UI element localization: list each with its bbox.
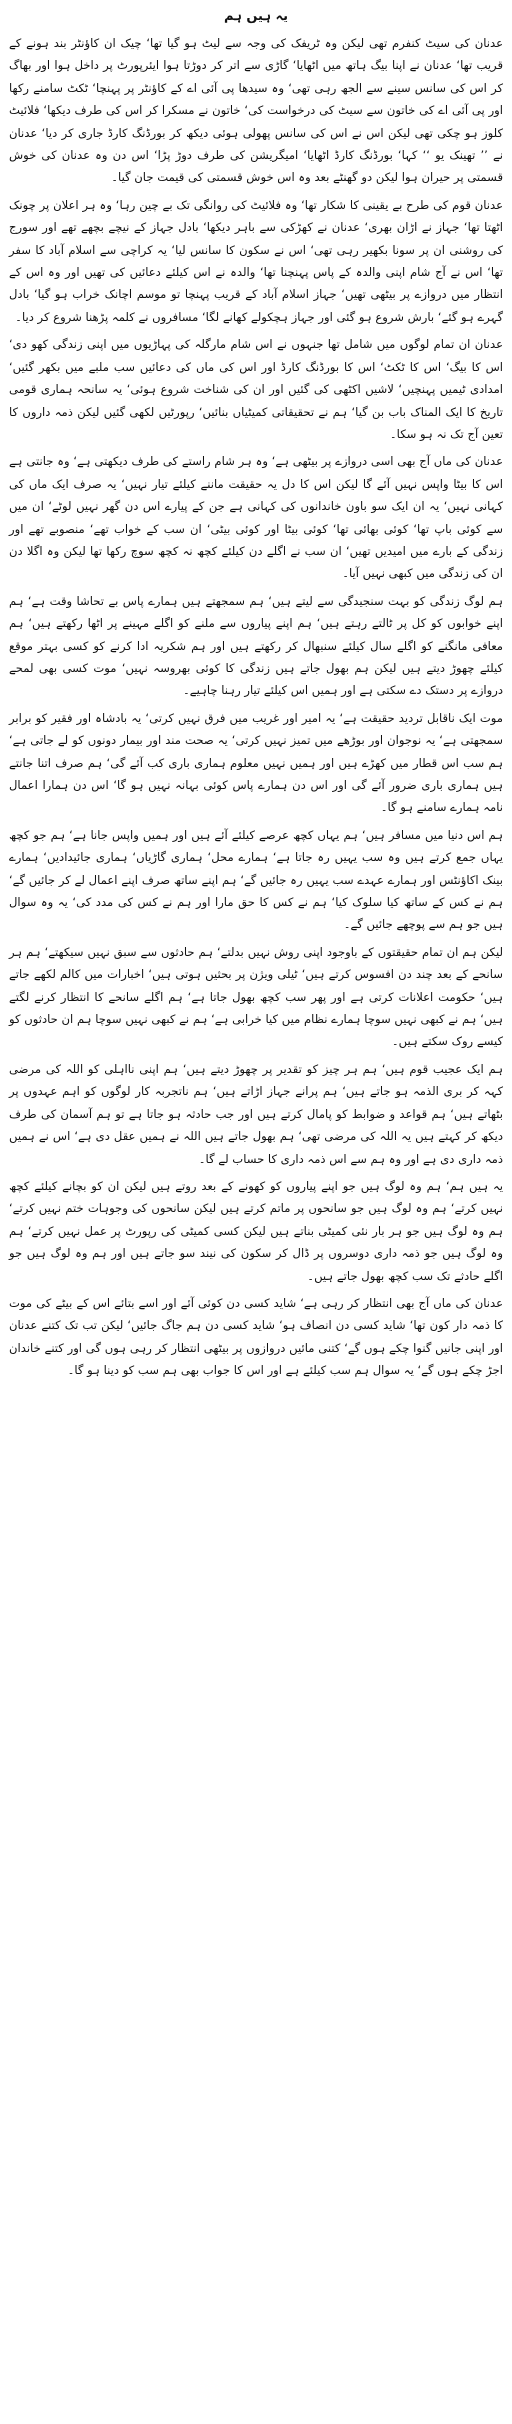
article-paragraph: لیکن ہم ان تمام حقیقتوں کے باوجود اپنی روش نہیں بدلتے‘ ہم حادثوں سے سبق نہیں سیکھتے‘ ہم ہر سانحے کے بعد چند دن افسوس کرتے ہیں‘ ٹیلی ویژن پر بحثیں ہوتی ہیں‘ اخبارات میں کالم لکھے جاتے ہیں‘ حکومت اعلانات کرتی ہے اور پھر سب کچھ بھول جاتا ہے‘ ہم اگلے سانحے کا انتظار کرنے لگتے ہیں‘ ہم نے کبھی نہیں سوچا ہمارے نظام میں کیا خرابی ہے‘ ہم نے کبھی نہیں سوچا ہم ان حادثوں کو کیسے روک سکتے ہیں۔ (9, 944, 503, 1049)
article-paragraph: یہ ہیں ہم‘ ہم وہ لوگ ہیں جو اپنے پیاروں کو کھونے کے بعد روتے ہیں لیکن ان کو بچانے کیلئے کچھ نہیں کرتے‘ ہم وہ لوگ ہیں جو سانحوں پر ماتم کرتے ہیں لیکن سانحوں کی وجوہات ختم نہیں کرتے‘ ہم وہ لوگ ہیں جو ہر بار نئی کمیٹی بناتے ہیں لیکن کسی کمیٹی کی رپورٹ پر عمل نہیں کرتے‘ ہم وہ لوگ ہیں جو ذمہ داری دوسروں پر ڈال کر سکون کی نیند سو جاتے ہیں اور ہم وہ لوگ ہیں جو اگلے حادثے تک سب کچھ بھول جاتے ہیں۔ (9, 1178, 503, 1283)
article-paragraph: عدنان ان تمام لوگوں میں شامل تھا جنہوں نے اس شام مارگلہ کی پہاڑیوں میں اپنی زندگی کھو دی‘ اس کا بیگ‘ اس کا ٹکٹ‘ اس کا بورڈنگ کارڈ اور اس کی ماں کی دعائیں سب ملبے میں بکھر گئیں‘ امدادی ٹیمیں پہنچیں‘ لاشیں اکٹھی کی گئیں اور ان کی شناخت شروع ہوئی‘ یہ سانحہ ہماری قومی تاریخ کا ایک المناک باب بن گیا‘ ہم نے تحقیقاتی کمیٹیاں بنائیں‘ رپورٹیں لکھی گئیں لیکن ذمہ داروں کا تعین آج تک نہ ہو سکا۔ (9, 337, 503, 441)
article-paragraph: ہم ایک عجیب قوم ہیں‘ ہم ہر چیز کو تقدیر پر چھوڑ دیتے ہیں‘ ہم اپنی نااہلی کو اللہ کی مرضی کہہ کر بری الذمہ ہو جاتے ہیں‘ ہم پرانے جہاز اڑاتے ہیں‘ ہم ناتجربہ کار لوگوں کو اہم عہدوں پر بٹھاتے ہیں‘ ہم قواعد و ضوابط کو پامال کرتے ہیں اور جب حادثہ ہو جاتا ہے تو ہم آسمان کی طرف دیکھ کر کہتے ہیں یہ اللہ کی مرضی تھی‘ ہم بھول جاتے ہیں اللہ نے ہمیں عقل دی ہے‘ اس نے ہمیں ذمہ داری دی ہے اور وہ ہم سے اس ذمہ داری کا حساب لے گا۔ (9, 1061, 503, 1166)
article-body (9, 32, 503, 1382)
article-paragraph: عدنان کی ماں آج بھی انتظار کر رہی ہے‘ شاید کسی دن کوئی آئے اور اسے بتائے اس کے بیٹے کی موت کا ذمہ دار کون تھا‘ شاید کسی دن انصاف ہو‘ شاید کسی دن ہم جاگ جائیں‘ لیکن تب تک کتنے عدنان اور اپنی جانیں گنوا چکے ہوں گے‘ کتنی مائیں دروازوں پر بیٹھی انتظار کر رہی ہوں گی اور کتنے خاندان اجڑ چکے ہوں گے‘ یہ سوال ہم سب کیلئے ہے اور اس کا جواب بھی ہم سب کو دینا ہو گا۔ (9, 1295, 503, 1378)
article-paragraph: موت ایک ناقابل تردید حقیقت ہے‘ یہ امیر اور غریب میں فرق نہیں کرتی‘ یہ بادشاہ اور فقیر کو برابر سمجھتی ہے‘ یہ نوجوان اور بوڑھے میں تمیز نہیں کرتی‘ یہ صحت مند اور بیمار دونوں کو لے جاتی ہے‘ ہم سب اس قطار میں کھڑے ہیں اور ہمیں نہیں معلوم ہماری باری کب آئے گی‘ ہم صرف اتنا جانتے ہیں ہماری باری ضرور آئے گی اور اس دن ہمارے پاس کوئی بہانہ نہیں ہو گا‘ اس دن ہمارا اعمال نامہ ہمارے سامنے ہو گا۔ (9, 710, 503, 815)
article-paragraph: ہم لوگ زندگی کو بہت سنجیدگی سے لیتے ہیں‘ ہم سمجھتے ہیں ہمارے پاس بے تحاشا وقت ہے‘ ہم اپنے خوابوں کو کل پر ٹالتے رہتے ہیں‘ ہم اپنے پیاروں سے ملنے کو اگلے مہینے پر اٹھا رکھتے ہیں‘ ہم معافی مانگنے کو اگلے سال کیلئے سنبھال کر رکھتے ہیں اور ہم شکریہ ادا کرنے کو کسی بہتر موقع کیلئے چھوڑ دیتے ہیں لیکن ہم بھول جاتے ہیں زندگی کا کوئی بھروسہ نہیں‘ موت کسی بھی لمحے دروازے پر دستک دے سکتی ہے اور ہمیں اس کیلئے تیار رہنا چاہیے۔ (9, 593, 503, 698)
article-paragraph: عدنان قوم کی طرح بے یقینی کا شکار تھا‘ وہ فلائیٹ کی روانگی تک بے چین رہا‘ وہ ہر اعلان پر چونک اٹھتا تھا‘ جہاز نے اڑان بھری‘ عدنان نے کھڑکی سے باہر دیکھا‘ بادل جہاز کے نیچے بچھے تھے اور سورج کی روشنی ان پر سونا بکھیر رہی تھی‘ اس نے سکون کا سانس لیا‘ یہ کراچی سے اسلام آباد کا سفر تھا‘ اس نے آج شام اپنی والدہ کے پاس پہنچنا تھا‘ والدہ نے اس کیلئے دعائیں کی تھیں اور وہ اس کے انتظار میں دروازے پر بیٹھی تھیں‘ جہاز اسلام آباد کے قریب پہنچا تو موسم اچانک خراب ہو گیا‘ بادل گہرے ہو گئے‘ بارش شروع ہو گئی اور جہاز ہچکولے کھانے لگا‘ مسافروں نے کلمہ پڑھنا شروع کر دیا۔ (9, 197, 503, 324)
article-title: یہ ہیں ہم (224, 9, 288, 24)
article-paragraph: عدنان کی ماں آج بھی اسی دروازے پر بیٹھی ہے‘ وہ ہر شام راستے کی طرف دیکھتی ہے‘ وہ جانتی ہے اس کا بیٹا واپس نہیں آئے گا لیکن اس کا دل یہ حقیقت ماننے کیلئے تیار نہیں‘ یہ صرف ایک ماں کی کہانی نہیں‘ یہ ان ایک سو باون خاندانوں کی کہانی ہے جن کے پیارے اس دن گھر نہیں لوٹے‘ ان میں سے کوئی باپ تھا‘ کوئی بھائی تھا‘ کوئی بیٹا اور کوئی بیٹی‘ ان سب کے خواب تھے‘ منصوبے تھے اور زندگی کے بارے میں امیدیں تھیں‘ ان سب نے اگلے دن کیلئے کچھ نہ کچھ سوچ رکھا تھا لیکن وہ اگلا دن ان کی زندگی میں کبھی نہیں آیا۔ (9, 454, 503, 581)
article-paragraph: ہم اس دنیا میں مسافر ہیں‘ ہم یہاں کچھ عرصے کیلئے آئے ہیں اور ہمیں واپس جانا ہے‘ ہم جو کچھ یہاں جمع کرتے ہیں وہ سب یہیں رہ جاتا ہے‘ ہمارے محل‘ ہماری گاڑیاں‘ ہماری جائیدادیں‘ ہمارے بینک اکاؤنٹس اور ہمارے عہدے سب یہیں رہ جائیں گے‘ ہم اپنے ساتھ صرف اپنے اعمال لے کر جائیں گے‘ ہم نے کس کے ساتھ کیا سلوک کیا‘ ہم نے کس کا حق مارا اور ہم نے کس کی مدد کی‘ یہ وہ سوال ہیں جو ہم سے پوچھے جائیں گے۔ (9, 827, 503, 932)
article-paragraph: عدنان کی سیٹ کنفرم تھی لیکن وہ ٹریفک کی وجہ سے لیٹ ہو گیا تھا‘ چیک ان کاؤنٹر بند ہونے کے قریب تھا‘ عدنان نے اپنا بیگ ہاتھ میں اٹھایا‘ گاڑی سے اتر کر دوڑتا ہوا ایئرپورٹ پر داخل ہوا اور بھاگ کر اس کی سانس سینے سے الجھ رہی تھی‘ وہ سیدھا پی آئی اے کے کاؤنٹر پر پہنچا‘ ٹکٹ سامنے رکھا اور پی آئی اے کی خاتون سے سیٹ کی درخواست کی‘ خاتون نے مسکرا کر اس کی طرف دیکھا‘ فلائیٹ کلوز ہو چکی تھی لیکن اس نے اس کی سانس پھولی ہوئی دیکھ کر بورڈنگ کارڈ جاری کر دیا‘ عدنان نے ’’ تھینک یو ‘‘ کہا‘ بورڈنگ کارڈ اٹھایا‘ امیگریشن کی طرف دوڑ پڑا‘ اس دن وہ عدنان کی خوش قسمتی پر حیران ہوا لیکن دو گھنٹے بعد وہ اس خوش قسمتی کی قیمت جان گیا۔ (9, 36, 503, 185)
